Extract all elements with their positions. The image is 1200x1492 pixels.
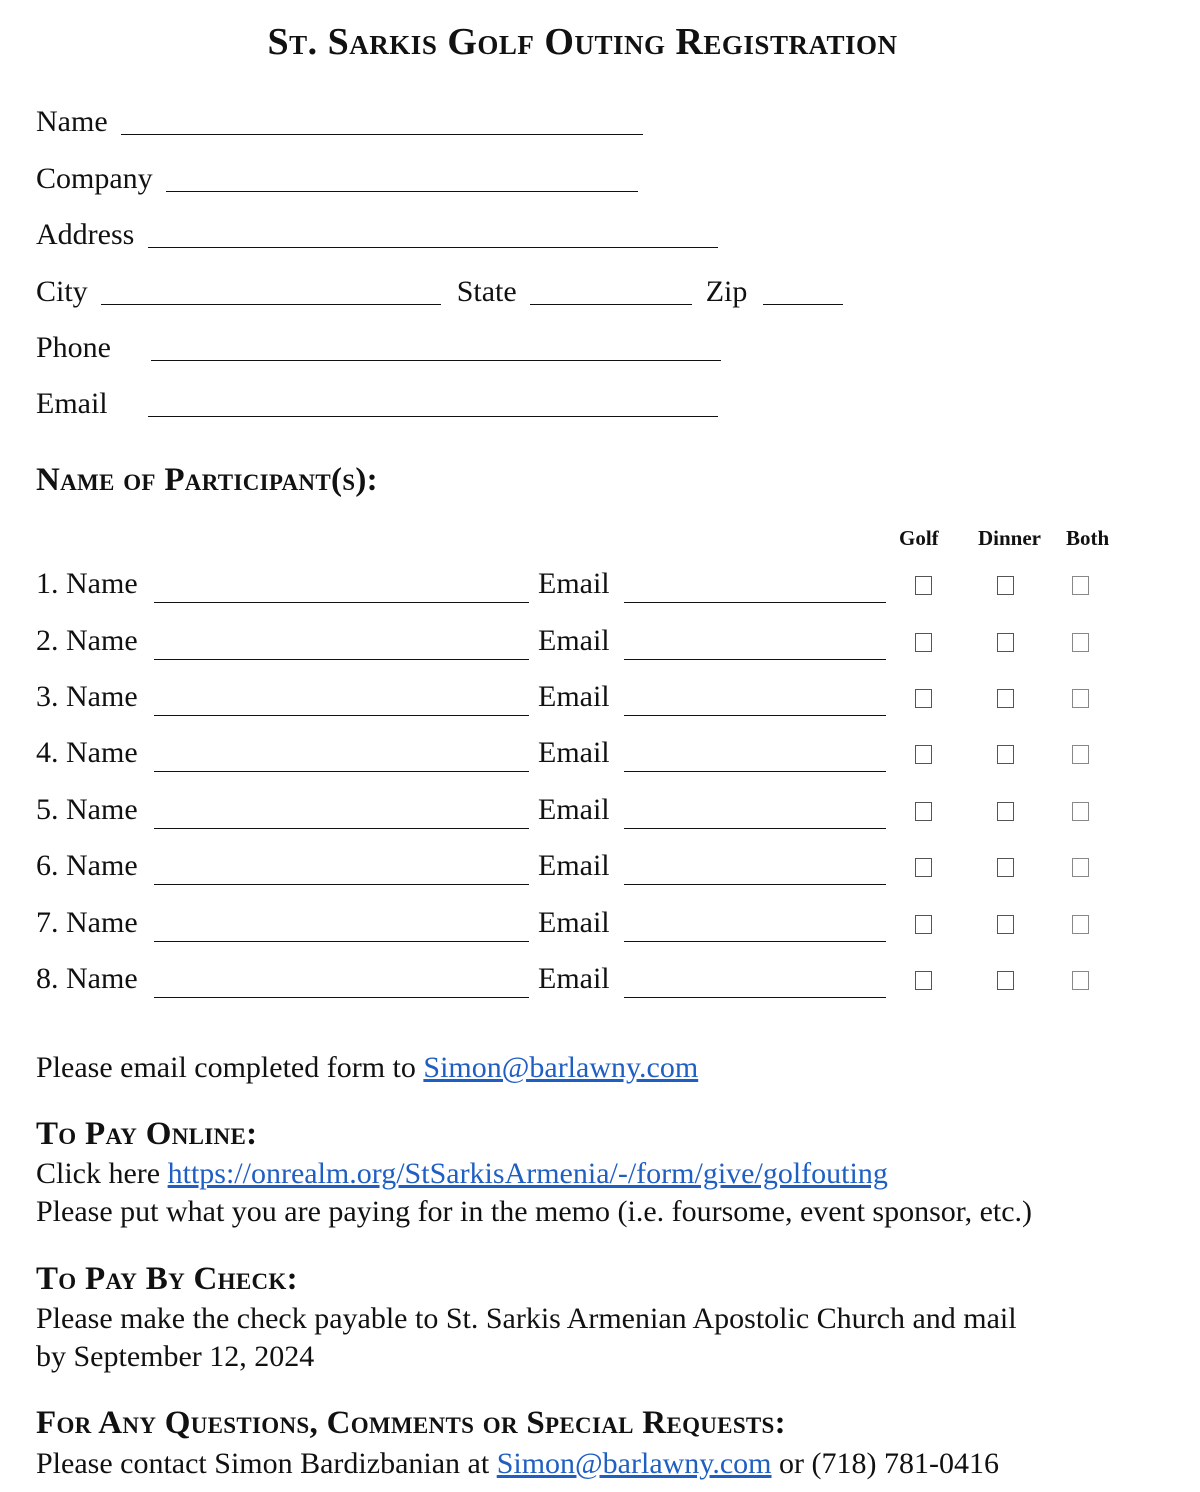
participant-name-input-line[interactable] [154, 629, 529, 660]
golf-checkbox[interactable] [915, 689, 932, 708]
participant-name-label: 2. Name [36, 624, 138, 657]
both-checkbox[interactable] [1072, 633, 1089, 652]
participant-name-label: 4. Name [36, 736, 138, 769]
participant-email-input-line[interactable] [624, 798, 886, 829]
company-field-row [36, 157, 638, 197]
both-checkbox[interactable] [1072, 971, 1089, 990]
both-checkbox[interactable] [1072, 689, 1089, 708]
submit-email-link[interactable]: Simon@barlawny.com [423, 1051, 699, 1084]
golf-checkbox[interactable] [915, 971, 932, 990]
dinner-checkbox[interactable] [997, 858, 1014, 877]
dinner-checkbox[interactable] [997, 971, 1014, 990]
pay-online-memo: Please put what you are paying for in the memo (i.e. foursome, event sponsor, etc.) [36, 1195, 1033, 1228]
city-label: City [36, 275, 88, 308]
participant-email-label: Email [538, 849, 610, 882]
participant-name-input-line[interactable] [154, 854, 529, 885]
both-checkbox[interactable] [1072, 858, 1089, 877]
pay-online-link-line [36, 1155, 888, 1193]
state-input-line[interactable] [530, 274, 692, 305]
golf-checkbox[interactable] [915, 915, 932, 934]
name-field-row [36, 100, 643, 140]
email-field-row [36, 382, 718, 422]
participant-email-input-line[interactable] [624, 911, 886, 942]
email-input-line[interactable] [148, 386, 718, 417]
participant-name-label: 3. Name [36, 680, 138, 713]
contact-text: Please contact Simon Bardizbanian at [36, 1447, 490, 1480]
pay-check-line-1: Please make the check payable to St. Sarkis Armenian Apostolic Church and mail [36, 1302, 1017, 1335]
participant-name-input-line[interactable] [154, 685, 529, 716]
participant-email-label: Email [538, 962, 610, 995]
address-field-row [36, 213, 718, 253]
dinner-column-header: Dinner [978, 526, 1041, 550]
zip-label: Zip [705, 275, 748, 308]
participant-row [36, 733, 1176, 773]
both-column-header: Both [1066, 526, 1110, 550]
dinner-checkbox[interactable] [997, 802, 1014, 821]
dinner-checkbox[interactable] [997, 576, 1014, 595]
participant-name-input-line[interactable] [154, 967, 529, 998]
click-here-text: Click here [36, 1157, 161, 1190]
city-state-zip-row [36, 270, 843, 310]
participant-row [36, 621, 1176, 661]
name-label: Name [36, 105, 108, 138]
golf-checkbox[interactable] [915, 576, 932, 595]
participant-name-input-line[interactable] [154, 911, 529, 942]
name-input-line[interactable] [121, 104, 643, 135]
participant-email-label: Email [538, 680, 610, 713]
phone-label: Phone [36, 331, 111, 364]
participant-email-label: Email [538, 793, 610, 826]
pay-check-line-2: by September 12, 2024 [36, 1340, 315, 1373]
phone-field-row [36, 326, 721, 366]
dinner-checkbox[interactable] [997, 915, 1014, 934]
participant-name-label: 1. Name [36, 567, 138, 600]
participant-name-input-line[interactable] [154, 741, 529, 772]
participant-row [36, 903, 1176, 943]
questions-heading: For Any Questions, Comments or Special Requests: [36, 1405, 786, 1441]
participant-email-input-line[interactable] [624, 967, 886, 998]
participant-email-label: Email [538, 736, 610, 769]
participant-email-input-line[interactable] [624, 854, 886, 885]
both-checkbox[interactable] [1072, 915, 1089, 934]
address-input-line[interactable] [148, 217, 718, 248]
participant-name-input-line[interactable] [154, 572, 529, 603]
participant-email-input-line[interactable] [624, 629, 886, 660]
company-input-line[interactable] [166, 161, 638, 192]
questions-contact-line [36, 1445, 999, 1483]
pay-check-heading: To Pay By Check: [36, 1261, 298, 1297]
participant-row [36, 564, 1176, 604]
participant-name-label: 5. Name [36, 793, 138, 826]
golf-column-header: Golf [899, 526, 939, 550]
participant-name-label: 7. Name [36, 906, 138, 939]
participant-name-label: 8. Name [36, 962, 138, 995]
participant-name-input-line[interactable] [154, 798, 529, 829]
golf-checkbox[interactable] [915, 858, 932, 877]
phone-input-line[interactable] [151, 330, 721, 361]
participant-row [36, 677, 1176, 717]
dinner-checkbox[interactable] [997, 689, 1014, 708]
participant-email-input-line[interactable] [624, 572, 886, 603]
pay-online-url-link[interactable]: https://onrealm.org/StSarkisArmenia/-/form/give/golfouting [167, 1157, 888, 1190]
contact-email-link[interactable]: Simon@barlawny.com [496, 1447, 772, 1480]
both-checkbox[interactable] [1072, 576, 1089, 595]
city-input-line[interactable] [101, 274, 441, 305]
contact-phone-text: or (718) 781-0416 [779, 1447, 999, 1480]
address-label: Address [36, 218, 135, 251]
email-label: Email [36, 387, 108, 420]
golf-checkbox[interactable] [915, 633, 932, 652]
participant-email-label: Email [538, 567, 610, 600]
submit-instructions [36, 1049, 698, 1087]
dinner-checkbox[interactable] [997, 633, 1014, 652]
participant-row [36, 790, 1176, 830]
participant-email-input-line[interactable] [624, 685, 886, 716]
participant-email-input-line[interactable] [624, 741, 886, 772]
submit-text: Please email completed form to [36, 1051, 416, 1084]
participants-heading: Name of Participant(s): [36, 462, 378, 498]
participant-row [36, 846, 1176, 886]
both-checkbox[interactable] [1072, 802, 1089, 821]
golf-checkbox[interactable] [915, 745, 932, 764]
participant-row [36, 959, 1176, 999]
golf-checkbox[interactable] [915, 802, 932, 821]
zip-input-line[interactable] [763, 274, 843, 305]
both-checkbox[interactable] [1072, 745, 1089, 764]
participant-name-label: 6. Name [36, 849, 138, 882]
state-label: State [456, 275, 517, 308]
participant-email-label: Email [538, 906, 610, 939]
form-title: St. Sarkis Golf Outing Registration [267, 21, 898, 63]
participant-email-label: Email [538, 624, 610, 657]
company-label: Company [36, 162, 153, 195]
dinner-checkbox[interactable] [997, 745, 1014, 764]
pay-online-heading: To Pay Online: [36, 1116, 258, 1152]
